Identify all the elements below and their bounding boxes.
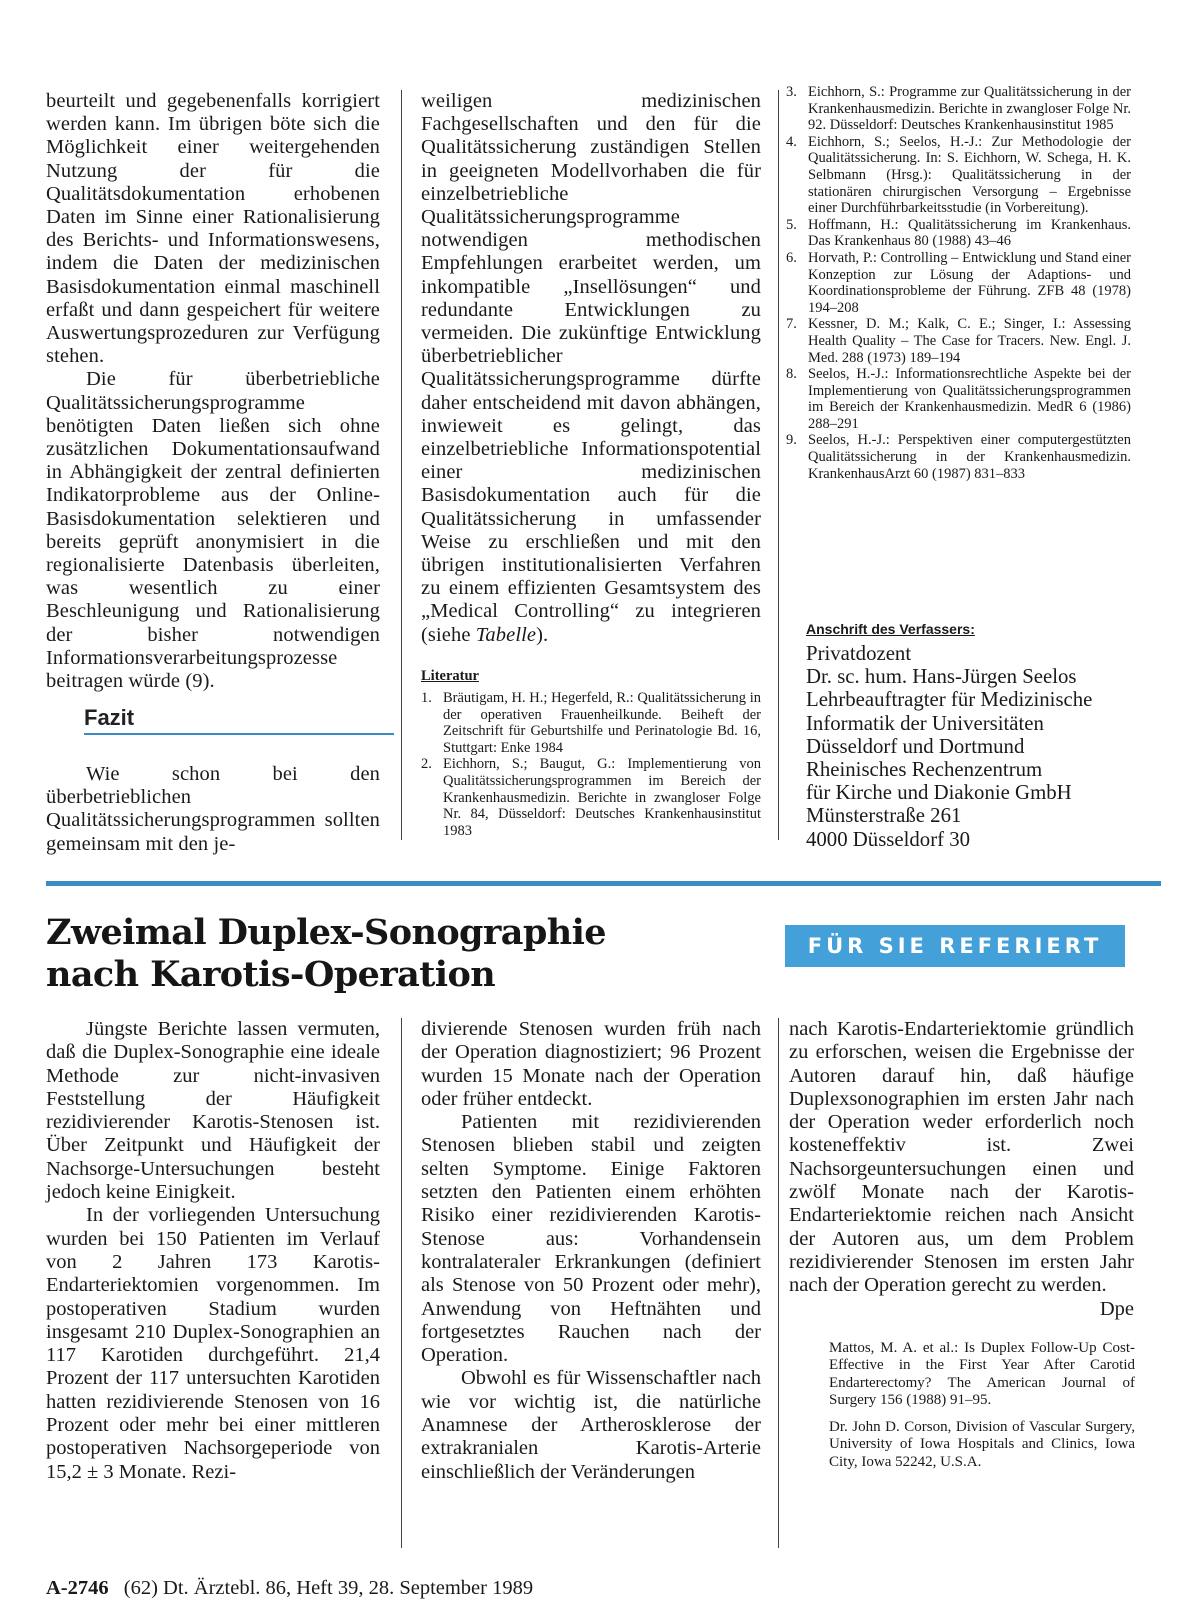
table-reference: Tabelle [475,623,537,646]
section-separator [46,881,1161,886]
reference-text: Seelos, H.-J.: Informationsrechtliche Aspekte bei der Implementierung von Qualitätssicherungsprogrammen im Bereich der Krankenhausmedizin. MedR 6 (1986) 288–291 [808,366,1131,432]
column-divider [401,1018,402,1548]
paragraph [421,90,761,647]
reference-number: 6. [786,249,797,266]
paragraph: Jüngste Berichte lassen vermuten, daß die Duplex-Sonographie eine ideale Methode zur nicht-invasiven Feststellung der Häufigkeit rezidivierender Karotis-Stenosen ist. Über Zeitpunkt und Häufigkeit der Nachsorge-Untersuchungen besteht jedoch keine Einigkeit. [46,1018,380,1204]
paragraph-text: weiligen medizinischen Fachgesellschaften und den für die Qualitätssicherung zuständigen Stellen in geeigneten Modellvorhaben die für einzelbetriebliche Qualitätssicherungsprogramme notwendigen methodischen Empfehlungen erarbeitet werden, um inkompatible „Insellösungen“ und redundante Entwicklungen zu vermeiden. Die zukünftige Entwicklung überbetrieblicher Qualitätssicherungsprogramme dürfte daher entscheidend mit davon abhängen, inwieweit es gelingt, das einzelbetriebliche Informationspotential einer medizinischen Basisdokumentation auch für die Qualitätssicherung in umfassender Weise zu erschließen und mit den übrigen institutionalisierten Verfahren zu einem effizienten Gesamtsystem des „Medical Controlling“ zu integrieren (siehe [421,90,761,646]
reference-item [421,690,761,756]
reference-text: Horvath, P.: Controlling – Entwicklung und Stand einer Konzeption zur Lösung der Adaptions- und Koordinationsprobleme der Führung. ZFB 48 (1978) 194–208 [808,249,1131,316]
address-line: Lehrbeauftragter für Medizinische [806,688,1093,712]
references-list-a [421,690,761,839]
journal-info: (62) Dt. Ärztebl. 86, Heft 39, 28. September 1989 [123,1577,534,1599]
reference-number: 3. [786,84,797,100]
literature-heading: Literatur [421,668,479,684]
paragraph: In der vorliegenden Untersuchung wurden bei 150 Patienten im Verlauf von 2 Jahren 173 Karotis-Endarteriektomien vorgenommen. Im postoperativen Stadium wurden insgesamt 210 Duplex-Sonographien an 117 Karotiden durchgeführt. 21,4 Prozent der 117 untersuchten Karotiden hatten rezidivierende Stenosen von 16 Prozent oder mehr bei einer mittleren postoperativen Nachsorgeperiode von 15,2 ± 3 Monate. Rezi- [46,1204,380,1483]
address-line: Dr. sc. hum. Hans-Jürgen Seelos [806,665,1077,689]
reference-item [421,756,761,839]
reference-text: Eichhorn, S.; Baugut, G.: Implementierung von Qualitätssicherungsprogrammen im Bereich der Krankenhausmedizin. Berichte in zwangloser Folge Nr. 84, Düsseldorf: Deutsches Krankenhausinstitut 1983 [443,756,761,839]
address-line: Rheinisches Rechenzentrum [806,758,1043,782]
page-footer [46,1577,533,1600]
references-list-b [786,84,1131,482]
paragraph: Obwohl es für Wissenschaftler nach wie vor wichtig ist, die natürliche Anamnese der Artherosklerose der extrakranialen Karotis-Arterie einschließlich der Veränderungen [421,1367,761,1483]
article-column-2 [421,1018,761,1484]
reference-text: Bräutigam, H. H.; Hegerfeld, R.: Qualitätssicherung in der operativen Frauenheilkunde. Beiheft der Zeitschrift für Geburtshilfe und Perinatologie Bd. 16, Stuttgart: Enke 1984 [443,690,761,756]
author-signature: Dpe [1099,1297,1134,1320]
paragraph: divierende Stenosen wurden früh nach der Operation diagnostiziert; 96 Prozent wurden 15 Monate nach der Operation oder früher entdeckt. [421,1018,761,1110]
reference-item [786,84,1131,134]
reference-number: 4. [786,133,797,150]
reference-number: 9. [786,432,797,449]
paragraph: Die für überbetriebliche Qualitätssicherungsprogramme benötigten Daten ließen sich ohne zusätzlichen Dokumentationsaufwand in Abhängigkeit der zentral definierten Indikatorprobleme aus der Online-Basisdokumentation selektieren und bereits geprüft anonymisiert in die regionalisierte Datenbasis überleiten, was wesentlich zu einer Beschleunigung und Rationalisierung der bisher notwendigen Informationsverarbeitungsprozesse beitragen würde (9). [46,368,380,693]
reference-text: Eichhorn, S.: Programme zur Qualitätssicherung in der Krankenhausmedizin. Berichte in zwangloser Folge Nr. 92. Düsseldorf: Deutsches Krankenhausinstitut 1985 [808,84,1131,134]
source-citation: Mattos, M. A. et al.: Is Duplex Follow-Up Cost-Effective in the First Year After Carotid Endarterectomy? The American Journal of Surgery 156 (1988) 91–95. [829,1340,1135,1409]
contact-citation: Dr. John D. Corson, Division of Vascular Surgery, University of Iowa Hospitals and Clinics, Iowa City, Iowa 52242, U.S.A. [829,1419,1135,1470]
address-line: 4000 Düsseldorf 30 [806,827,971,851]
reference-item [786,217,1131,250]
reference-number: 5. [786,216,797,233]
reference-item [786,250,1131,316]
upper-column-1-fazit [46,763,380,856]
reference-number: 1. [421,690,432,706]
article-title [46,912,606,996]
paragraph [789,1018,1134,1320]
address-line: Informatik der Universitäten [806,711,1044,735]
paragraph-end: ). [536,623,549,646]
upper-column-1 [46,90,380,693]
paragraph-text: nach Karotis-Endarteriektomie gründlich zu erforschen, weisen die Ergebnisse der Autoren darauf hin, daß häufige Duplexsonographien im ersten Jahr nach der Operation weder erforderlich noch kosteneffektiv ist. Zwei Nachsorgeuntersuchungen einen und zwölf Monate nach der Karotis-Endarteriektomie reichen nach Ansicht der Autoren aus, um dem Problem rezidivierender Stenosen im ersten Jahr nach der Operation gerecht zu werden. [789,1018,1134,1297]
paragraph: Patienten mit rezidivierenden Stenosen blieben stabil und zeigten selten Symptome. Einige Faktoren setzten den Patienten einem erhöhten Risiko einer rezidivierenden Karotis-Stenose aus: Vorhandensein kontralateraler Erkrankungen (definiert als Stenose von 50 Prozent oder mehr), Anwendung von Heftnähten und fortgesetztes Rauchen nach der Operation. [421,1111,761,1367]
title-line: Zweimal Duplex-Sonographie [46,912,606,953]
reference-number: 8. [786,366,797,383]
article-column-3 [789,1018,1134,1321]
reference-number: 2. [421,756,432,773]
reference-item [786,316,1131,366]
rubric-badge: FÜR SIE REFERIERT [785,925,1125,967]
address-line: Düsseldorf und Dortmund [806,734,1025,758]
reference-item [786,134,1131,217]
address-heading: Anschrift des Verfassers: [806,621,975,637]
address-line: für Kirche und Diakonie GmbH [806,781,1072,805]
address-line: Münsterstraße 261 [806,804,962,828]
reference-item [786,366,1131,432]
title-line: nach Karotis-Operation [46,954,496,995]
reference-text: Eichhorn, S.; Seelos, H.-J.: Zur Methodologie der Qualitätssicherung. In: S. Eichhorn, W. Schega, H. K. Selbmann (Hrsg.): Qualitätssicherung in der stationären chirurgischen Versorgung – Ergebnisse einer Durchführbarkeitsstudie (in Vorbereitung). [808,133,1131,217]
column-divider [778,90,779,840]
reference-text: Kessner, D. M.; Kalk, C. E.; Singer, I.: Assessing Health Quality – The Case for Tracers. New. Engl. J. Med. 288 (1973) 189–194 [808,316,1131,366]
paragraph: Wie schon bei den überbetrieblichen Qualitätssicherungsprogrammen sollten gemeinsam mit den je- [46,763,380,855]
reference-number: 7. [786,316,797,333]
section-heading-fazit: Fazit [84,705,394,735]
author-address [806,642,1092,851]
address-line: Privatdozent [806,642,912,665]
page-code: A-2746 [46,1577,109,1599]
reference-text: Hoffmann, H.: Qualitätssicherung im Krankenhaus. Das Krankenhaus 80 (1988) 43–46 [808,216,1131,250]
reference-text: Seelos, H.-J.: Perspektiven einer computergestützten Qualitätssicherung in der Krankenhausmedizin. KrankenhausArzt 60 (1987) 831–833 [808,432,1131,482]
article-column-1 [46,1018,380,1484]
reference-item [786,432,1131,482]
column-divider [778,1018,779,1548]
column-divider [401,90,402,840]
paragraph: beurteilt und gegebenenfalls korrigiert werden kann. Im übrigen böte sich die Möglichkeit einer weitergehenden Nutzung der für die Qualitätsdokumentation erhobenen Daten im Sinne einer Rationalisierung des Berichts- und Informationswesens, indem die Daten der medizinischen Basisdokumentation einmal maschinell erfaßt und dann gespeichert für weitere Auswertungsprozeduren zur Verfügung stehen. [46,90,380,368]
upper-column-2 [421,90,761,647]
